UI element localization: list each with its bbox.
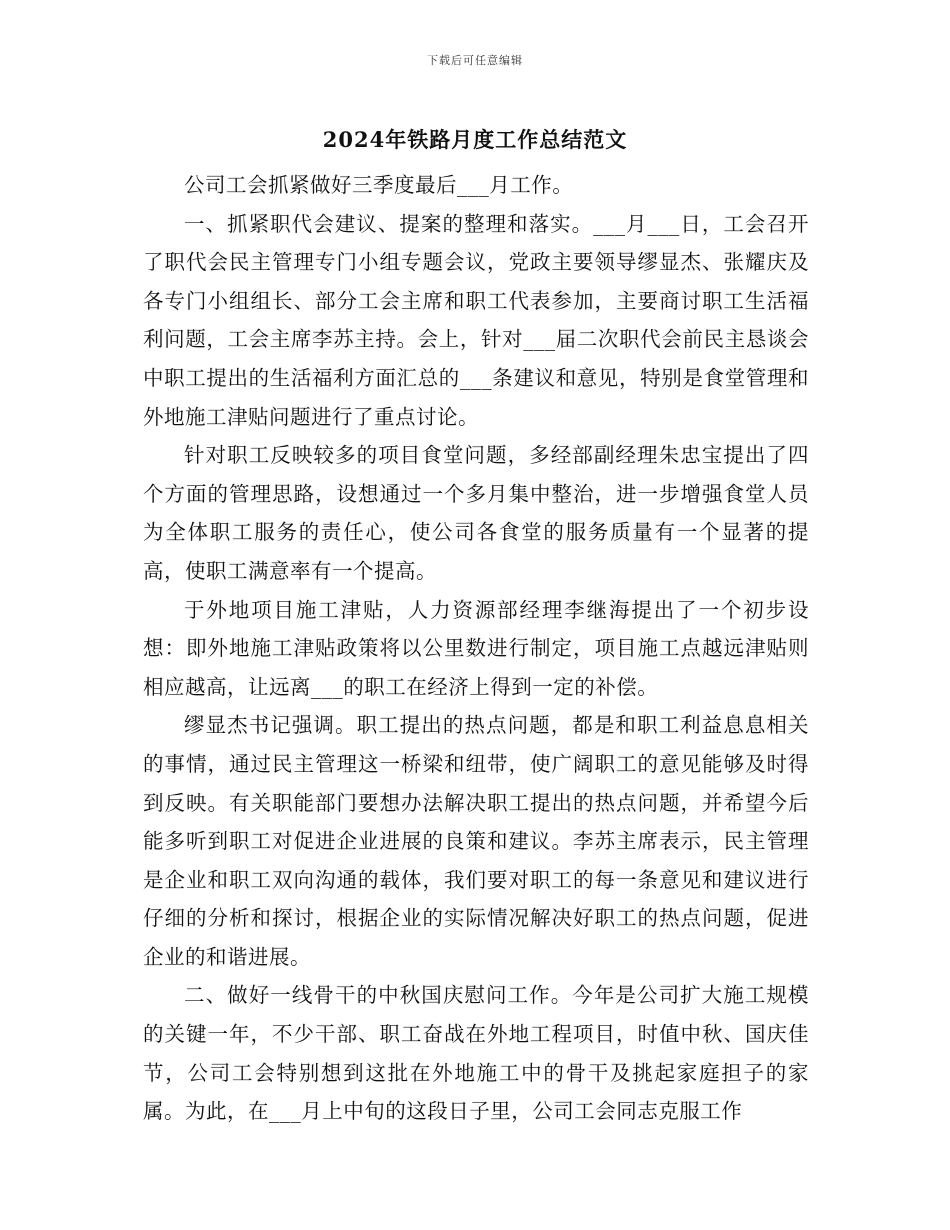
paragraph: 公司工会抓紧做好三季度最后___月工作。 [184, 173, 574, 197]
paragraph: 二、做好一线骨干的中秋国庆慰问工作。今年是公司扩大施工规模的关键一年，不少干部、职工奋战在外地工程项目，时值中秋、国庆佳节，公司工会特别想到这批在外地施工中的骨干及挑起家庭担子的家属。为此，在___月上中旬的这段日子里，公司工会同志克服工作 [143, 983, 809, 1124]
document-body [143, 166, 809, 1131]
paragraph: 针对职工反映较多的项目食堂问题，多经部副经理朱忠宝提出了四个方面的管理思路，设想通过一个多月集中整治，进一步增强食堂人员为全体职工服务的责任心，使公司各食堂的服务质量有一个显著的提高，使职工满意率有一个提高。 [143, 443, 809, 583]
paragraph: 缪显杰书记强调。职工提出的热点问题，都是和职工利益息息相关的事情，通过民主管理这一桥梁和纽带，使广阔职工的意见能够及时得到反映。有关职能部门要想办法解决职工提出的热点问题，并希望今后能多听到职工对促进企业进展的良策和建议。李苏主席表示，民主管理是企业和职工双向沟通的载体，我们要对职工的每一条意见和建议进行仔细的分析和探讨，根据企业的实际情况解决好职工的热点问题，促进企业的和谐进展。 [143, 713, 809, 969]
paragraph: 一、抓紧职代会建议、提案的整理和落实。___月___日，工会召开了职代会民主管理专门小组专题会议，党政主要领导缪显杰、张耀庆及各专门小组组长、部分工会主席和职工代表参加，主要商讨职工生活福利问题，工会主席李苏主持。会上，针对___届二次职代会前民主恳谈会中职工提出的生活福利方面汇总的___条建议和意见，特别是食堂管理和外地施工津贴问题进行了重点讨论。 [143, 211, 809, 429]
header-note: 下载后可任意编辑 [427, 54, 523, 67]
document-title: 2024年铁路月度工作总结范文 [322, 127, 628, 152]
paragraph: 于外地项目施工津贴，人力资源部经理李继海提出了一个初步设想：即外地施工津贴政策将以公里数进行制定，项目施工点越远津贴则相应越高，让远离___的职工在经济上得到一定的补偿。 [143, 597, 809, 699]
